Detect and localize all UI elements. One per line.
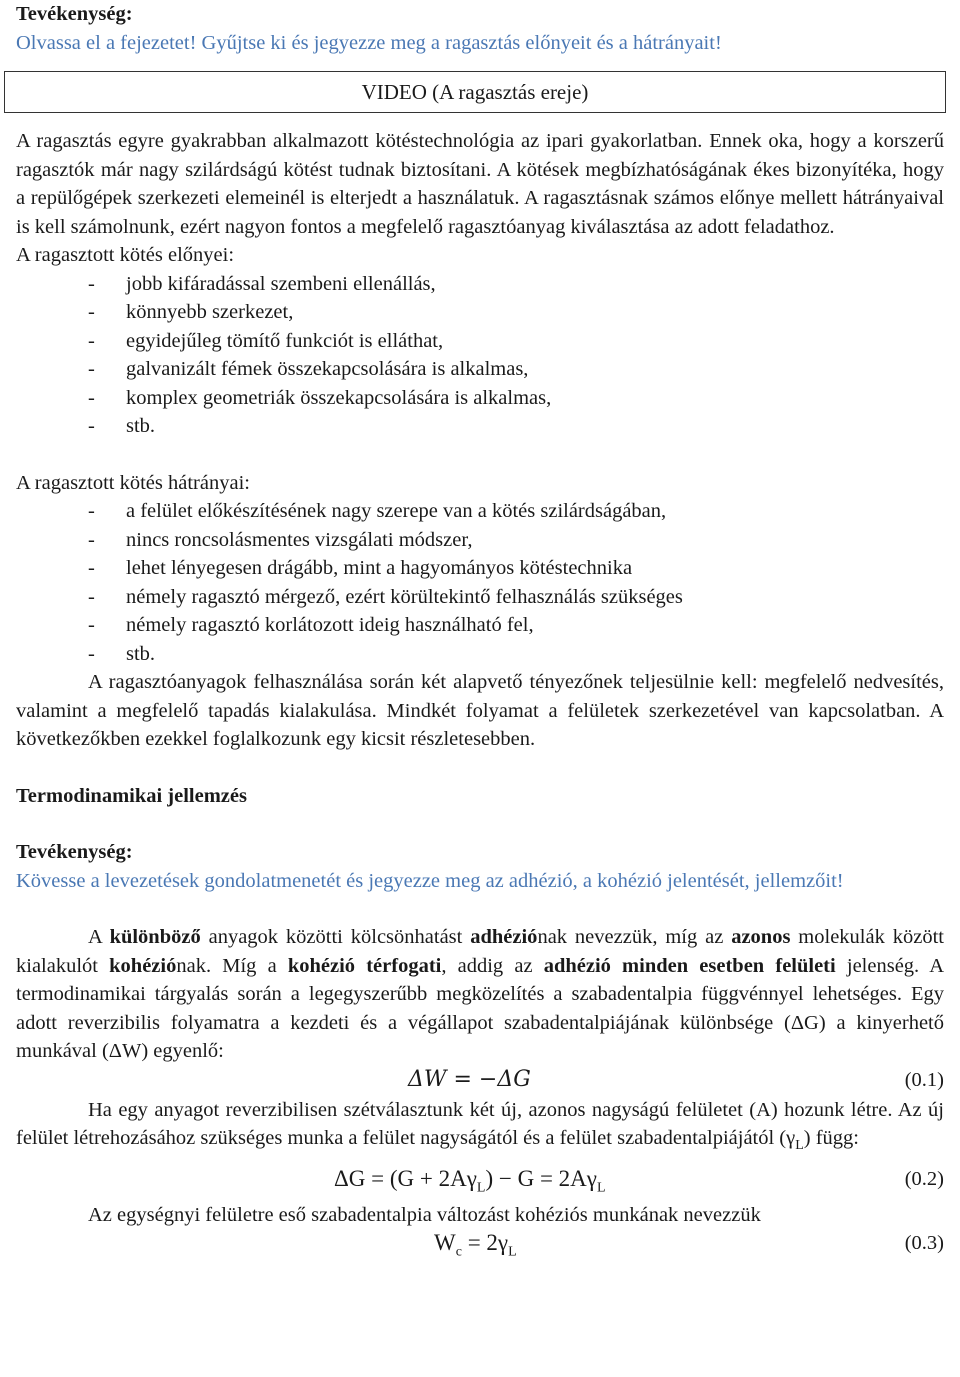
list-item: - egyidejűleg tömítő funkciót is elláthat, (16, 327, 944, 356)
disadvantages-heading: A ragasztott kötés hátrányai: (16, 471, 250, 494)
term-adhezio-feluleti: adhézió minden esetben felületi (543, 954, 836, 977)
list-item: - a felület előkészítésének nagy szerepe van a kötés szilárdságában, (16, 497, 944, 526)
equation-0-1 (16, 1066, 944, 1096)
thermo-paragraph-1: A különböző anyagok közötti kölcsönhatást adhéziónak nevezzük, míg az azonos molekulák között kialakulót kohéziónak. Míg a kohézió térfogati, addig az adhézió minden esetben felületi jelenség. A termodinamikai tárgyalás során a legegyszerűbb megközelítés a szabadentalpia függvénnyel lehetséges. Egy adott reverzibilis folyamatra a kezdeti és a végállapot szabadentalpiájának különbsége (ΔG) a kinyerhető munkával (ΔW) egyenlő: (16, 926, 945, 1062)
thermo-paragraph-2: Ha egy anyagot reverzibilisen szétválasztunk két új, azonos nagyságú felületet (A) hozunk létre. Az új felület létrehozásához szükséges munka a felület nagyságától és a felület szabadentalpiájától $(\gamma_L)$ függ: (16, 1098, 944, 1154)
activity-label: Tevékenység: (16, 3, 133, 25)
list-item: - nincs roncsolásmentes vizsgálati módszer, (16, 526, 944, 555)
term-adhezio: adhézió (470, 926, 538, 948)
term-kohezio: kohézió (109, 954, 177, 977)
equation-number: (0.3) (904, 1232, 944, 1255)
list-item: - stb. (16, 412, 944, 441)
list-item: - némely ragasztó korlátozott ideig használható fel, (16, 611, 944, 640)
video-label: VIDEO (A ragasztás ereje) (361, 79, 589, 104)
activity-task: Kövesse a levezetések gondolatmenetét és jegyezze meg az adhézió, a kohézió jelentését, jellemzőit! (16, 869, 844, 892)
term-azonos: azonos (731, 926, 791, 948)
list-item: - némely ragasztó mérgező, ezért körültekintő felhasználás szükséges (16, 583, 944, 612)
advantages-list (16, 270, 944, 441)
activity-block-1 (16, 0, 944, 57)
equation-formula: $\Delta G = (G + 2A\gamma_L) - G = 2A\gamma_L$ (334, 1165, 606, 1196)
disadvantages-list (16, 497, 944, 668)
equation-0-3 (16, 1229, 944, 1259)
video-link-box[interactable] (4, 71, 946, 113)
equation-0-2 (16, 1165, 944, 1201)
thermo-paragraph-3: Az egységnyi felületre eső szabadentalpia változást kohéziós munkának nevezzük (88, 1203, 761, 1226)
term-kulonbozo: különböző (109, 926, 201, 948)
list-item: - jobb kifáradással szembeni ellenállás, (16, 270, 944, 299)
equation-number: (0.1) (904, 1068, 944, 1091)
factors-paragraph: A ragasztóanyagok felhasználása során két alapvető tényezőnek teljesülnie kell: megfelelő nedvesítés, valamint a megfelelő tapadás kialakulása. Mindkét folyamat a felületek szerkezetével van kapcsolatban. A következőkben ezekkel foglalkozunk egy kicsit részletesebben. (16, 671, 944, 750)
equation-formula: $W_c = 2\gamma_L$ (434, 1230, 517, 1260)
list-item: - galvanizált fémek összekapcsolására is alkalmas, (16, 355, 944, 384)
activity-block-2 (16, 838, 944, 895)
list-item: - könnyebb szerkezet, (16, 298, 944, 327)
section-title: Termodinamikai jellemzés (16, 784, 247, 807)
equation-formula: ΔW = −ΔG (408, 1066, 531, 1092)
term-kohezio-terfogati: kohézió térfogati (287, 954, 442, 977)
intro-paragraph: A ragasztás egyre gyakrabban alkalmazott kötéstechnológia az ipari gyakorlatban. Ennek oka, hogy a korszerű ragasztók már nagy szilárdságú kötést tudnak biztosítani. A kötések megbízhatóságának ékes bizonyítéka, hogy a repülőgépek szerkezeti elemeinél is elterjedt a használatuk. A ragasztásnak számos előnye mellett hátrányaival is kell számolnunk, ezért nagyon fontos a megfelelő ragasztóanyag kiválasztása az adott feladathoz. (16, 130, 944, 238)
document-page (16, 0, 944, 1259)
advantages-heading: A ragasztott kötés előnyei: (16, 244, 235, 266)
list-item: - lehet lényegesen drágább, mint a hagyományos kötéstechnika (16, 554, 944, 583)
list-item: - stb. (16, 640, 944, 669)
activity-label: Tevékenység: (16, 841, 133, 863)
activity-task: Olvassa el a fejezetet! Gyűjtse ki és jegyezze meg a ragasztás előnyeit és a hátrányait! (16, 31, 722, 54)
list-item: - komplex geometriák összekapcsolására is alkalmas, (16, 384, 944, 413)
equation-number: (0.2) (904, 1167, 944, 1190)
